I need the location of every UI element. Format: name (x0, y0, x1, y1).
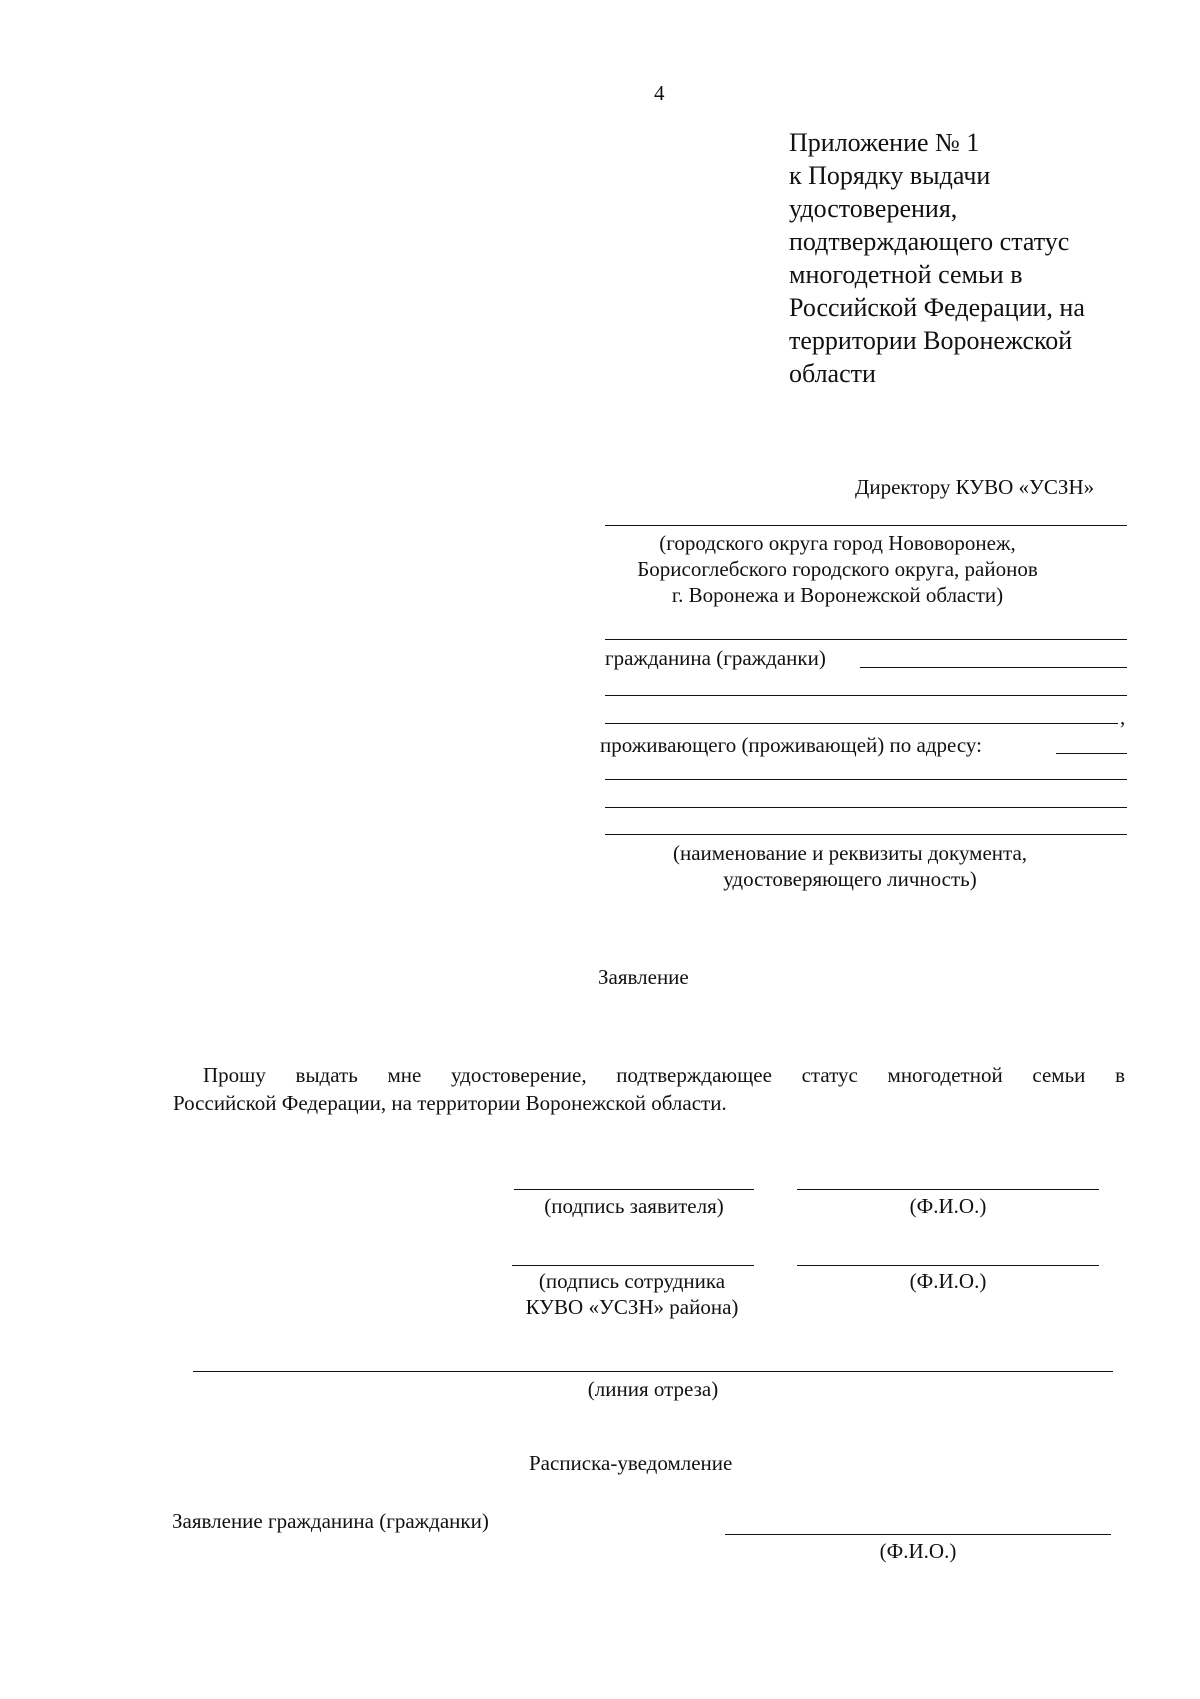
document-hint-line: (наименование и реквизиты документа, (672, 841, 1028, 865)
employee-signature-caption-line: (подпись сотрудника (538, 1269, 726, 1293)
receipt-fio-line (725, 1534, 1111, 1535)
employee-fio-caption: (Ф.И.О.) (909, 1269, 987, 1293)
appendix-block (789, 126, 1085, 390)
district-hint-line: г. Воронежа и Воронежской области) (671, 583, 1004, 607)
application-title: Заявление (598, 965, 689, 989)
document-hint-line: удостоверяющего личность) (723, 867, 977, 891)
cut-line (193, 1371, 1113, 1372)
employee-signature-line (512, 1265, 754, 1266)
fill-line (605, 807, 1127, 808)
appendix-line: к Порядку выдачи (789, 161, 991, 190)
cut-line-label: (линия отреза) (587, 1377, 719, 1401)
appendix-line: подтверждающего статус (789, 227, 1070, 256)
appendix-line: Российской Федерации, на (789, 293, 1085, 322)
receipt-fio-caption: (Ф.И.О.) (879, 1539, 957, 1563)
appendix-line: области (789, 359, 876, 388)
citizen-fill-line (860, 667, 1127, 668)
fill-line (605, 639, 1127, 640)
appendix-line: многодетной семьи в (789, 260, 1023, 289)
district-hint-line: (городского округа город Нововоронеж, (659, 531, 1016, 555)
receipt-title: Расписка-уведомление (529, 1451, 733, 1475)
comma: , (1120, 705, 1126, 729)
employee-signature-caption-line: КУВО «УСЗН» района) (525, 1295, 739, 1319)
citizen-label: гражданина (гражданки) (605, 646, 826, 670)
appendix-line: территории Воронежской (789, 326, 1073, 355)
appendix-line: удостоверения, (789, 194, 958, 223)
application-body-line: Прошу выдать мне удостоверение, подтверждающее статус многодетной семьи в (203, 1063, 1125, 1087)
district-hint (605, 530, 1070, 608)
employee-signature-caption (497, 1268, 767, 1320)
fill-line (605, 723, 1118, 724)
address-fill-line (1056, 753, 1127, 754)
address-label: проживающего (проживающей) по адресу: (600, 733, 982, 757)
district-hint-line: Борисоглебского городского округа, районов (637, 557, 1038, 581)
applicant-fio-line (797, 1189, 1099, 1190)
fill-line (605, 779, 1127, 780)
fill-line (605, 525, 1127, 526)
appendix-line: Приложение № 1 (789, 128, 980, 157)
fill-line (605, 695, 1127, 696)
fill-line (605, 834, 1127, 835)
page-number: 4 (654, 81, 665, 105)
applicant-signature-line (514, 1189, 754, 1190)
employee-fio-line (797, 1265, 1099, 1266)
application-body-line: Российской Федерации, на территории Воронежской области. (173, 1091, 727, 1115)
document-hint (605, 840, 1095, 892)
applicant-fio-caption: (Ф.И.О.) (909, 1194, 987, 1218)
receipt-statement: Заявление гражданина (гражданки) (172, 1509, 489, 1533)
applicant-signature-caption: (подпись заявителя) (544, 1194, 724, 1218)
addressee-title: Директору КУВО «УСЗН» (855, 475, 1095, 499)
